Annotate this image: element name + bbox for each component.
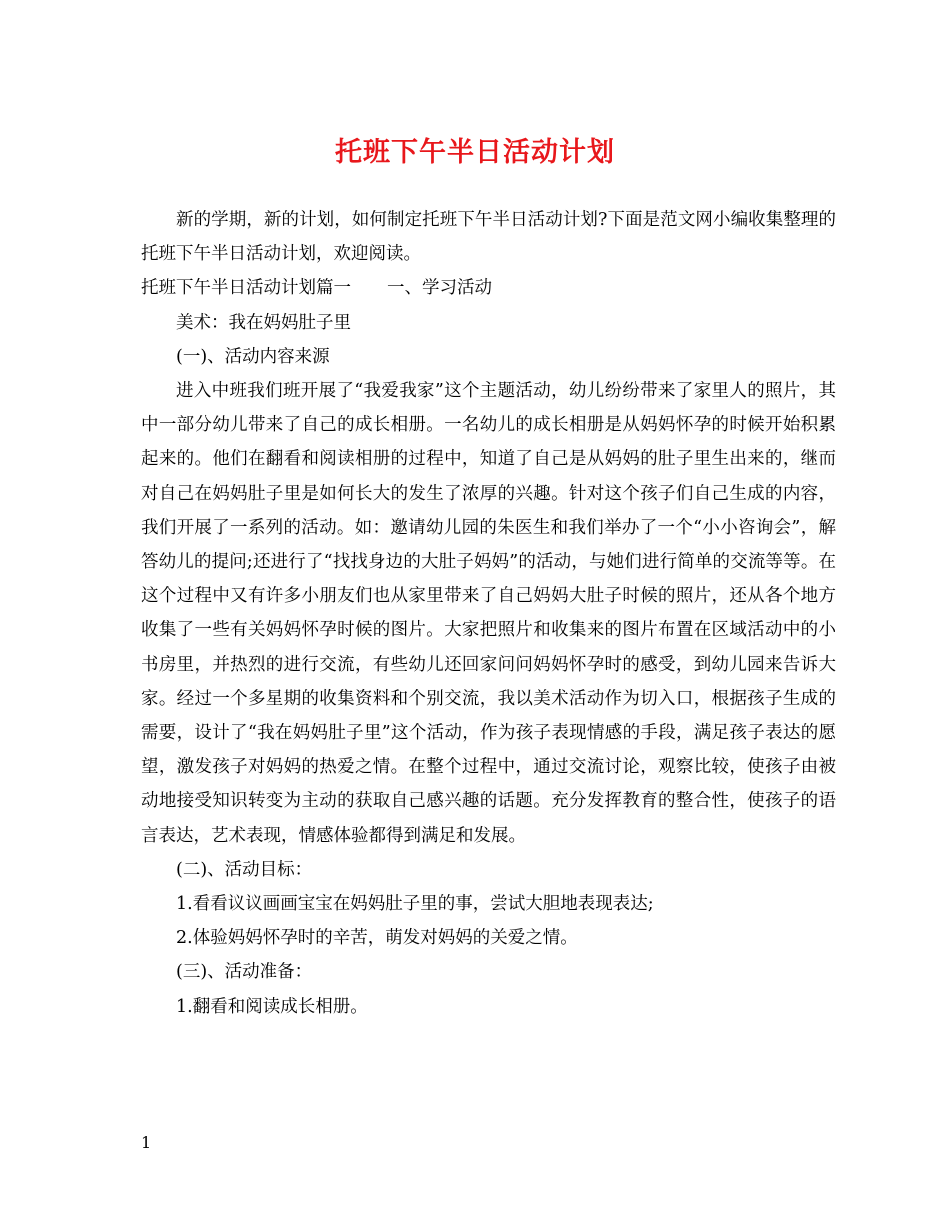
prep-heading: (三)、活动准备： (176, 962, 313, 983)
page-number: 1 (141, 1133, 152, 1152)
prep-item-1: 1.翻看和阅读成长相册。 (176, 996, 368, 1017)
page-title: 托班下午半日活动计划 (335, 137, 615, 168)
section-heading-line (141, 271, 836, 305)
section-heading-part-1: 托班下午半日活动计划篇一 (141, 278, 351, 299)
section-heading-part-2: 一、学习活动 (387, 278, 492, 299)
source-body-paragraph: 进入中班我们班开展了“我爱我家”这个主题活动，幼儿纷纷带来了家里人的照片，其中一部分幼儿带来了自己的成长相册。一名幼儿的成长相册是从妈妈怀孕的时候开始积累起来的。他们在翻看和阅读相册的过程中，知道了自己是从妈妈的肚子里生出来的，继而对自己在妈妈肚子里是如何长大的发生了浓厚的兴趣。针对这个孩子们自己生成的内容，我们开展了一系列的活动。如：邀请幼儿园的朱医生和我们举办了一个“小小咨询会”，解答幼儿的提问;还进行了“找找身边的大肚子妈妈”的活动，与她们进行简单的交流等等。在这个过程中又有许多小朋友们也从家里带来了自己妈妈大肚子时候的照片，还从各个地方收集了一些有关妈妈怀孕时候的图片。大家把照片和收集来的图片布置在区域活动中的小书房里，并热烈的进行交流，有些幼儿还回家问问妈妈怀孕时的感受，到幼儿园来告诉大家。经过一个多星期的收集资料和个别交流，我以美术活动作为切入口，根据孩子生成的需要，设计了“我在妈妈肚子里”这个活动，作为孩子表现情感的手段，满足孩子表达的愿望，激发孩子对妈妈的热爱之情。在整个过程中，通过交流讨论，观察比较，使孩子由被动地接受知识转变为主动的获取自己感兴趣的话题。充分发挥教育的整合性，使孩子的语言表达，艺术表现，情感体验都得到满足和发展。 (141, 381, 836, 846)
art-title: 美术：我在妈妈肚子里 (176, 312, 351, 333)
source-heading: (一)、活动内容来源 (176, 346, 330, 367)
goals-heading: (二)、活动目标： (176, 859, 313, 880)
goal-item-2: 2.体验妈妈怀孕时的辛苦，萌发对妈妈的关爱之情。 (176, 928, 578, 949)
goal-item-1: 1.看看议议画画宝宝在妈妈肚子里的事，尝试大胆地表现表达; (176, 894, 654, 915)
document-body (141, 203, 836, 1024)
intro-paragraph: 新的学期，新的计划，如何制定托班下午半日活动计划?下面是范文网小编收集整理的托班下午半日活动计划，欢迎阅读。 (141, 210, 836, 265)
